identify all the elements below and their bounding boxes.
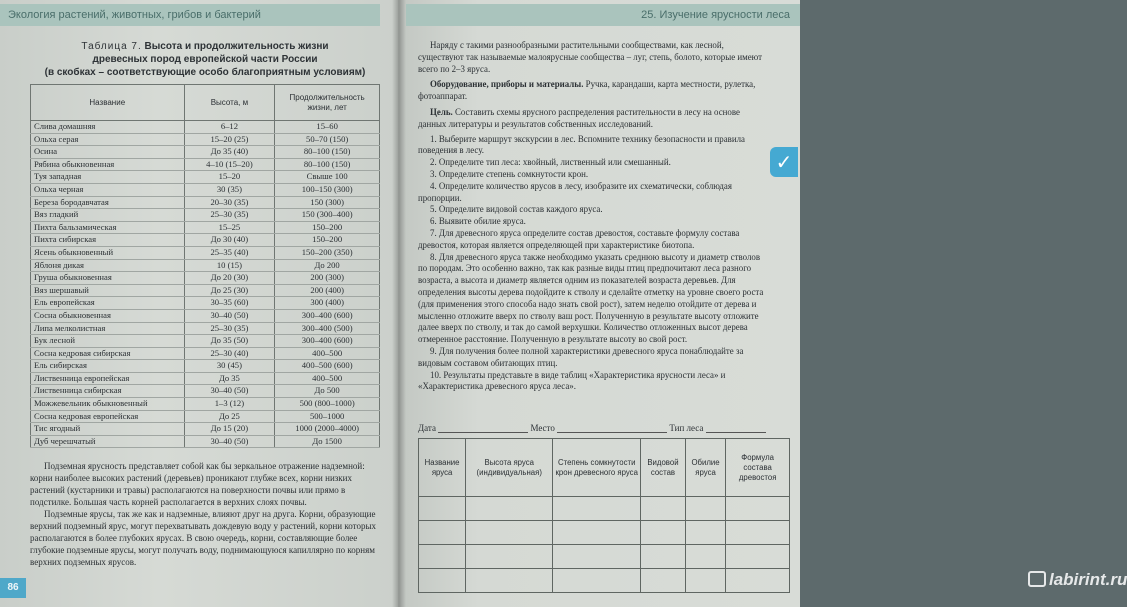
tree-name-cell: Тис ягодный bbox=[31, 423, 185, 436]
height-cell: 30–40 (50) bbox=[184, 309, 275, 322]
lab-text bbox=[418, 40, 768, 393]
date-label: Дата bbox=[418, 423, 436, 433]
tree-name-cell: Бук лесной bbox=[31, 335, 185, 348]
step-item: 8. Для древесного яруса также необходимо указать среднюю высоту и диаметр стволов по породам. Это особенно важно, так как разные виды птиц предпочитают леса разного возраста, а высота и диаметр является одним из показателей возраста деревьев. Для определения высоты дерева подойдите к стволу и сделайте отметку на уровне своего роста (для применения этого способа надо знать свой рост), затем неделю отойдите от дерева и мысленно отложите вверх по стволу ваш рост. Полученную в результате высоту отложите далее вверх по стволу, и так до самой верхушки. Количество отложенных высот дерева отмеренное расстояние. Полученную в результате высоту во свой рост. bbox=[418, 251, 764, 345]
blank-column-header: Высота яруса (индивидуальная) bbox=[466, 439, 553, 497]
tree-name-cell: Яблоня дикая bbox=[31, 259, 185, 272]
lifespan-cell: 150–200 bbox=[275, 234, 380, 247]
forest-type-label: Тип леса bbox=[669, 423, 704, 433]
watermark bbox=[1028, 570, 1127, 590]
table-row bbox=[31, 121, 380, 134]
table-row bbox=[31, 322, 380, 335]
height-cell: До 15 (20) bbox=[184, 423, 275, 436]
blank-cell[interactable] bbox=[685, 521, 725, 545]
lifespan-cell: 500 (800–1000) bbox=[275, 398, 380, 411]
blank-cell[interactable] bbox=[466, 521, 553, 545]
step-item: 3. Определите степень сомкнутости крон. bbox=[430, 168, 589, 179]
tree-name-cell: Рябина обыкновенная bbox=[31, 158, 185, 171]
height-cell: До 35 (50) bbox=[184, 335, 275, 348]
blank-cell[interactable] bbox=[466, 497, 553, 521]
height-cell: 15–25 bbox=[184, 221, 275, 234]
forest-type-blank bbox=[706, 424, 766, 433]
tree-name-cell: Вяз гладкий bbox=[31, 209, 185, 222]
tree-name-cell: Пихта бальзамическая bbox=[31, 221, 185, 234]
step-item: 7. Для древесного яруса определите состав древостоя, составьте формулу состава древостоя, которая является определяющей при характеристике биотопа. bbox=[418, 227, 740, 250]
lifespan-cell: 500–1000 bbox=[275, 410, 380, 423]
tree-name-cell: Осина bbox=[31, 146, 185, 159]
height-cell: 10 (15) bbox=[184, 259, 275, 272]
trees-table bbox=[30, 84, 380, 448]
tree-name-cell: Ясень обыкновенный bbox=[31, 246, 185, 259]
lifespan-cell: До 200 bbox=[275, 259, 380, 272]
lifespan-cell: 400–500 bbox=[275, 347, 380, 360]
table-row bbox=[31, 234, 380, 247]
tree-name-cell: Сосна кедровая европейская bbox=[31, 410, 185, 423]
blank-column-header: Степень сомкнутости крон древесного яруса bbox=[553, 439, 641, 497]
lifespan-cell: 15–60 bbox=[275, 121, 380, 134]
tree-name-cell: Сосна кедровая сибирская bbox=[31, 347, 185, 360]
table-row bbox=[31, 272, 380, 285]
table-row bbox=[31, 398, 380, 411]
tree-name-cell: Ольха серая bbox=[31, 133, 185, 146]
goal-text: Составить схемы ярусного распределения растительности в лесу на основе данных литературы и результатов собственных исследований. bbox=[418, 106, 740, 129]
step-item: 9. Для получения более полной характеристики древесного яруса понаблюдайте за видовым составом обитающих птиц. bbox=[418, 345, 744, 368]
table-row bbox=[31, 183, 380, 196]
lifespan-cell: 150–200 bbox=[275, 221, 380, 234]
tree-name-cell: Туя западная bbox=[31, 171, 185, 184]
steps-list bbox=[418, 134, 768, 394]
table-row bbox=[31, 423, 380, 436]
tree-name-cell: Ольха черная bbox=[31, 183, 185, 196]
blank-cell[interactable] bbox=[685, 569, 725, 593]
height-cell: До 20 (30) bbox=[184, 272, 275, 285]
table-row bbox=[31, 372, 380, 385]
tree-name-cell: Ель европейская bbox=[31, 297, 185, 310]
trees-table-body bbox=[31, 121, 380, 448]
column-header: Высота, м bbox=[184, 85, 275, 121]
fill-in-row bbox=[418, 423, 788, 433]
lifespan-cell: 200 (400) bbox=[275, 284, 380, 297]
height-cell: 4–10 (15–20) bbox=[184, 158, 275, 171]
height-cell: До 25 bbox=[184, 410, 275, 423]
blank-cell[interactable] bbox=[553, 545, 641, 569]
body-text bbox=[30, 460, 385, 568]
tree-name-cell: Слива домашняя bbox=[31, 121, 185, 134]
height-cell: 25–30 (35) bbox=[184, 322, 275, 335]
blank-cell[interactable] bbox=[419, 497, 466, 521]
lifespan-cell: 80–100 (150) bbox=[275, 146, 380, 159]
step-item: 2. Определите тип леса: хвойный, лиственный или смешанный. bbox=[430, 157, 671, 168]
check-icon: ✓ bbox=[770, 147, 798, 177]
table-row bbox=[31, 246, 380, 259]
intro-paragraph: Наряду с такими разнообразными растительными сообществами, как лесной, существуют так называемые малоярусные сообщества – луг, степь, болото, которые имеют всего по 2–3 яруса. bbox=[418, 40, 763, 74]
table-row bbox=[31, 410, 380, 423]
blank-cell[interactable] bbox=[553, 569, 641, 593]
paragraph: Подземные ярусы, так же как и надземные, влияют друг на друга. Корни, образующие верхний подземный ярус, могут перехватывать дождевую воду у растений, корни которых располагаются в более глубоких ярусах. В свою очередь, корни, составляющие более глубокие подземные ярусы, могут получать воду, поднимающуюся капиллярно по корням верхних подземных ярусов. bbox=[30, 509, 377, 567]
height-cell: До 30 (40) bbox=[184, 234, 275, 247]
tree-name-cell: Пихта сибирская bbox=[31, 234, 185, 247]
height-cell: 30 (45) bbox=[184, 360, 275, 373]
lifespan-cell: 150 (300) bbox=[275, 196, 380, 209]
lifespan-cell: 400–500 bbox=[275, 372, 380, 385]
step-item: 1. Выберите маршрут экскурсии в лес. Вспомните технику безопасности и правила поведения в лесу. bbox=[418, 133, 745, 156]
blank-row bbox=[419, 497, 790, 521]
lifespan-cell: 80–100 (150) bbox=[275, 158, 380, 171]
step-item: 6. Выявите обилие яруса. bbox=[430, 216, 526, 227]
right-page bbox=[398, 0, 1127, 607]
blank-cell[interactable] bbox=[726, 569, 790, 593]
book-spine bbox=[392, 0, 406, 607]
blank-cell[interactable] bbox=[466, 569, 553, 593]
blank-column-header: Обилие яруса bbox=[685, 439, 725, 497]
blank-cell[interactable] bbox=[726, 545, 790, 569]
step-item: 5. Определите видовой состав каждого яруса. bbox=[430, 204, 603, 215]
tree-name-cell: Сосна обыкновенная bbox=[31, 309, 185, 322]
tree-name-cell: Береза бородавчатая bbox=[31, 196, 185, 209]
table-row bbox=[31, 196, 380, 209]
tree-name-cell: Вяз шершавый bbox=[31, 284, 185, 297]
table-row bbox=[31, 133, 380, 146]
lifespan-cell: 200 (300) bbox=[275, 272, 380, 285]
blank-column-header: Формула состава древостоя bbox=[726, 439, 790, 497]
table-row bbox=[31, 171, 380, 184]
lifespan-cell: 300 (400) bbox=[275, 297, 380, 310]
lifespan-cell: 150–200 (350) bbox=[275, 246, 380, 259]
height-cell: 25–30 (35) bbox=[184, 209, 275, 222]
tree-name-cell: Лиственница европейская bbox=[31, 372, 185, 385]
paragraph: Подземная ярусность представляет собой как бы зеркальное отражение надземной: корни наиболее высоких растений (деревьев) проникают глубже всех, корни низких растений (кустарники и травы) располагаются на поверхности почвы или прямо в подстилке. Большая часть корней располагается в верхних слоях почвы. bbox=[30, 461, 365, 507]
height-cell: 30 (35) bbox=[184, 183, 275, 196]
blank-row bbox=[419, 521, 790, 545]
table-row bbox=[31, 435, 380, 448]
lifespan-cell: 300–400 (500) bbox=[275, 322, 380, 335]
height-cell: 20–30 (35) bbox=[184, 196, 275, 209]
blank-cell[interactable] bbox=[685, 497, 725, 521]
table-row bbox=[31, 360, 380, 373]
height-cell: 15–20 (25) bbox=[184, 133, 275, 146]
lifespan-cell: До 1500 bbox=[275, 435, 380, 448]
column-header: Название bbox=[31, 85, 185, 121]
height-cell: 30–35 (60) bbox=[184, 297, 275, 310]
watermark-text: labirint.ru bbox=[1049, 570, 1127, 589]
lifespan-cell: 300–400 (600) bbox=[275, 335, 380, 348]
lifespan-cell: 50–70 (150) bbox=[275, 133, 380, 146]
step-item: 4. Определите количество ярусов в лесу, изобразите их схематически, соблюдая пропорции. bbox=[418, 180, 732, 203]
goal-paragraph bbox=[418, 107, 768, 131]
lifespan-cell: До 500 bbox=[275, 385, 380, 398]
table-row bbox=[31, 146, 380, 159]
height-cell: 25–35 (40) bbox=[184, 246, 275, 259]
table-title-line2: древесных пород европейской части России bbox=[92, 54, 318, 65]
goal-label: Цель. bbox=[430, 106, 453, 117]
height-cell: До 35 bbox=[184, 372, 275, 385]
table-row bbox=[31, 221, 380, 234]
table-title-line1: Высота и продолжительность жизни bbox=[144, 41, 329, 52]
blank-row bbox=[419, 545, 790, 569]
blank-row bbox=[419, 569, 790, 593]
blank-cell[interactable] bbox=[641, 521, 686, 545]
table-title bbox=[40, 40, 370, 79]
blank-cell[interactable] bbox=[641, 569, 686, 593]
tree-name-cell: Ель сибирская bbox=[31, 360, 185, 373]
blank-cell[interactable] bbox=[553, 521, 641, 545]
height-cell: 30–40 (50) bbox=[184, 435, 275, 448]
blank-cell[interactable] bbox=[419, 545, 466, 569]
tree-name-cell: Дуб черешчатый bbox=[31, 435, 185, 448]
lifespan-cell: 300–400 (600) bbox=[275, 309, 380, 322]
height-cell: 1–3 (12) bbox=[184, 398, 275, 411]
left-running-header: Экология растений, животных, грибов и бактерий bbox=[0, 4, 380, 26]
right-running-header: 25. Изучение ярусности леса bbox=[406, 4, 800, 26]
tier-table bbox=[418, 438, 790, 593]
blank-cell[interactable] bbox=[419, 569, 466, 593]
height-cell: 25–30 (40) bbox=[184, 347, 275, 360]
table-row bbox=[31, 297, 380, 310]
table-row bbox=[31, 335, 380, 348]
left-page bbox=[0, 0, 398, 607]
table-title-line3: (в скобках – соответствующие особо благоприятным условиям) bbox=[44, 67, 366, 78]
blank-cell[interactable] bbox=[726, 521, 790, 545]
column-header: Продолжительность жизни, лет bbox=[275, 85, 380, 121]
equipment-paragraph bbox=[418, 79, 768, 103]
table-row bbox=[31, 158, 380, 171]
table-row bbox=[31, 209, 380, 222]
blank-cell[interactable] bbox=[641, 497, 686, 521]
blank-column-header: Название яруса bbox=[419, 439, 466, 497]
lifespan-cell: 100–150 (300) bbox=[275, 183, 380, 196]
lifespan-cell: Свыше 100 bbox=[275, 171, 380, 184]
lifespan-cell: 1000 (2000–4000) bbox=[275, 423, 380, 436]
table-row bbox=[31, 259, 380, 272]
table-row bbox=[31, 385, 380, 398]
table-row bbox=[31, 347, 380, 360]
blank-cell[interactable] bbox=[466, 545, 553, 569]
table-number: Таблица 7. bbox=[81, 41, 142, 52]
height-cell: До 35 (40) bbox=[184, 146, 275, 159]
equipment-label: Оборудование, приборы и материалы. bbox=[430, 79, 584, 90]
blank-cell[interactable] bbox=[419, 521, 466, 545]
date-blank bbox=[438, 424, 528, 433]
table-row bbox=[31, 309, 380, 322]
place-label: Место bbox=[530, 423, 555, 433]
blank-column-header: Видовой состав bbox=[641, 439, 686, 497]
tree-name-cell: Можжевельник обыкновенный bbox=[31, 398, 185, 411]
place-blank bbox=[557, 424, 667, 433]
height-cell: 15–20 bbox=[184, 171, 275, 184]
blank-cell[interactable] bbox=[685, 545, 725, 569]
step-item: 10. Результаты представьте в виде таблиц «Характеристика ярусности леса» и «Характеристика древесного яруса леса». bbox=[418, 369, 726, 392]
book-icon bbox=[1028, 571, 1046, 587]
height-cell: До 25 (30) bbox=[184, 284, 275, 297]
tree-name-cell: Лиственница сибирская bbox=[31, 385, 185, 398]
blank-cell[interactable] bbox=[641, 545, 686, 569]
blank-cell[interactable] bbox=[726, 497, 790, 521]
tree-name-cell: Липа мелколистная bbox=[31, 322, 185, 335]
lifespan-cell: 400–500 (600) bbox=[275, 360, 380, 373]
table-row bbox=[31, 284, 380, 297]
height-cell: 6–12 bbox=[184, 121, 275, 134]
height-cell: 30–40 (50) bbox=[184, 385, 275, 398]
lifespan-cell: 150 (300–400) bbox=[275, 209, 380, 222]
tree-name-cell: Груша обыкновенная bbox=[31, 272, 185, 285]
blank-cell[interactable] bbox=[553, 497, 641, 521]
page-number: 86 bbox=[0, 578, 26, 598]
equipment-text: Ручка, карандаши, карта местности, рулетка, фотоаппарат. bbox=[418, 79, 756, 102]
